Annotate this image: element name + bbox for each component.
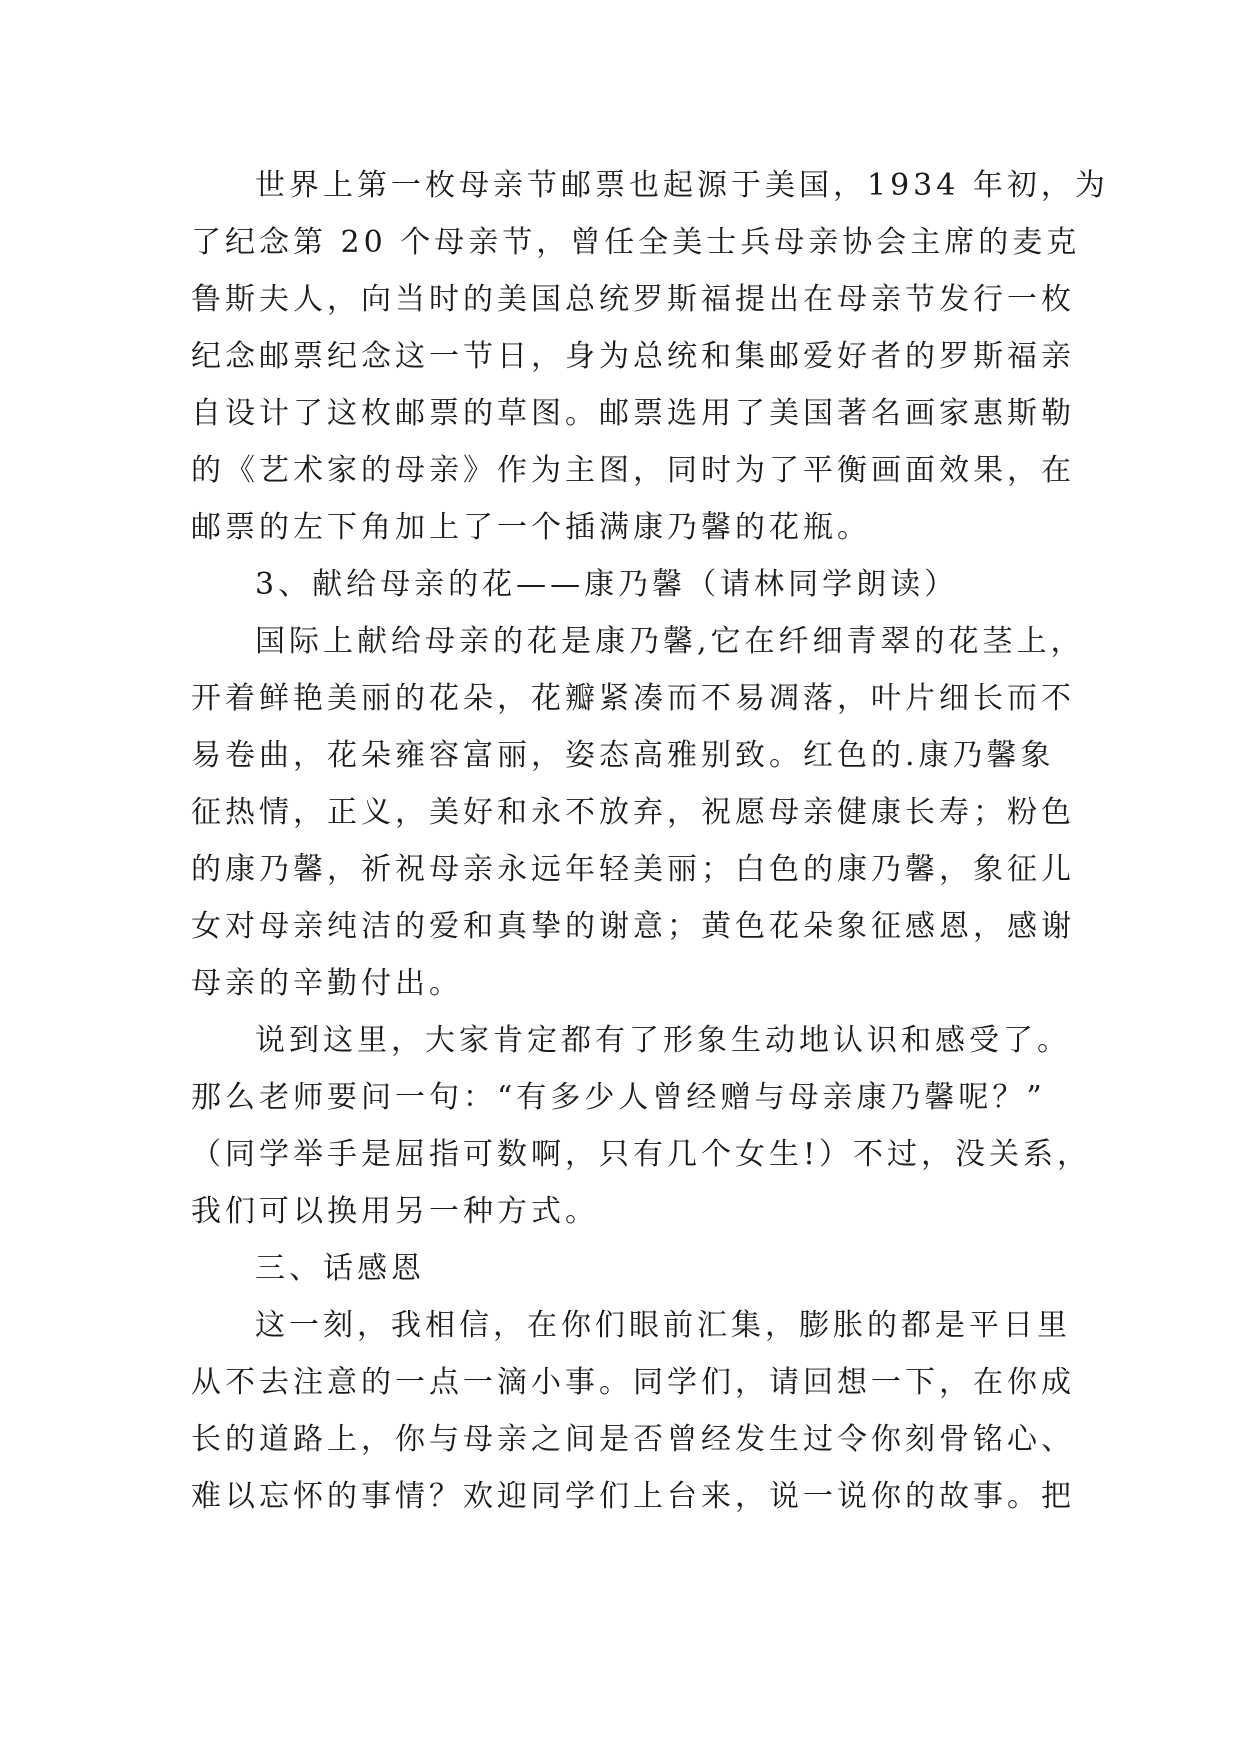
- text-line: 邮票的左下角加上了一个插满康乃馨的花瓶。: [191, 510, 871, 545]
- section-heading: 三、话感恩: [255, 1251, 425, 1286]
- text-line: 世界上第一枚母亲节邮票也起源于美国，1934 年初，为: [255, 168, 1109, 203]
- text-line: 女对母亲纯洁的爱和真挚的谢意；黄色花朵象征感恩，感谢: [191, 909, 1075, 944]
- text-line: 易卷曲，花朵雍容富丽，姿态高雅别致。红色的.康乃馨象: [191, 738, 1055, 773]
- text-line: 我们可以换用另一种方式。: [191, 1194, 599, 1229]
- text-line: 从不去注意的一点一滴小事。同学们，请回想一下，在你成: [191, 1365, 1075, 1400]
- text-line: 母亲的辛勤付出。: [191, 966, 463, 1001]
- text-line: 鲁斯夫人，向当时的美国总统罗斯福提出在母亲节发行一枚: [191, 282, 1075, 317]
- text-line: 了纪念第 20 个母亲节，曾任全美士兵母亲协会主席的麦克: [191, 225, 1081, 260]
- text-line: 自设计了这枚邮票的草图。邮票选用了美国著名画家惠斯勒: [191, 396, 1075, 431]
- text-line: 征热情，正义，美好和永不放弃，祝愿母亲健康长寿；粉色: [191, 795, 1075, 830]
- section-heading: 3、献给母亲的花——康乃馨（请林同学朗读）: [255, 567, 959, 602]
- text-line: 国际上献给母亲的花是康乃馨,它在纤细青翠的花茎上，: [255, 624, 1085, 659]
- text-line: 的《艺术家的母亲》作为主图，同时为了平衡画面效果，在: [191, 453, 1075, 488]
- text-line: 长的道路上，你与母亲之间是否曾经发生过令你刻骨铭心、: [191, 1422, 1075, 1457]
- text-line: 的康乃馨，祈祝母亲永远年轻美丽；白色的康乃馨，象征儿: [191, 852, 1075, 887]
- text-line: 那么老师要问一句：“有多少人曾经赠与母亲康乃馨呢？”: [191, 1080, 1046, 1115]
- body-text: [191, 157, 1109, 1525]
- text-line: 这一刻，我相信，在你们眼前汇集，膨胀的都是平日里: [255, 1308, 1071, 1343]
- text-line: 难以忘怀的事情？欢迎同学们上台来，说一说你的故事。把: [191, 1479, 1075, 1514]
- text-line: 说到这里，大家肯定都有了形象生动地认识和感受了。: [255, 1023, 1071, 1058]
- text-line: （同学举手是屈指可数啊，只有几个女生!）不过，没关系，: [191, 1137, 1092, 1172]
- text-line: 开着鲜艳美丽的花朵，花瓣紧凑而不易凋落，叶片细长而不: [191, 681, 1075, 716]
- text-line: 纪念邮票纪念这一节日，身为总统和集邮爱好者的罗斯福亲: [191, 339, 1075, 374]
